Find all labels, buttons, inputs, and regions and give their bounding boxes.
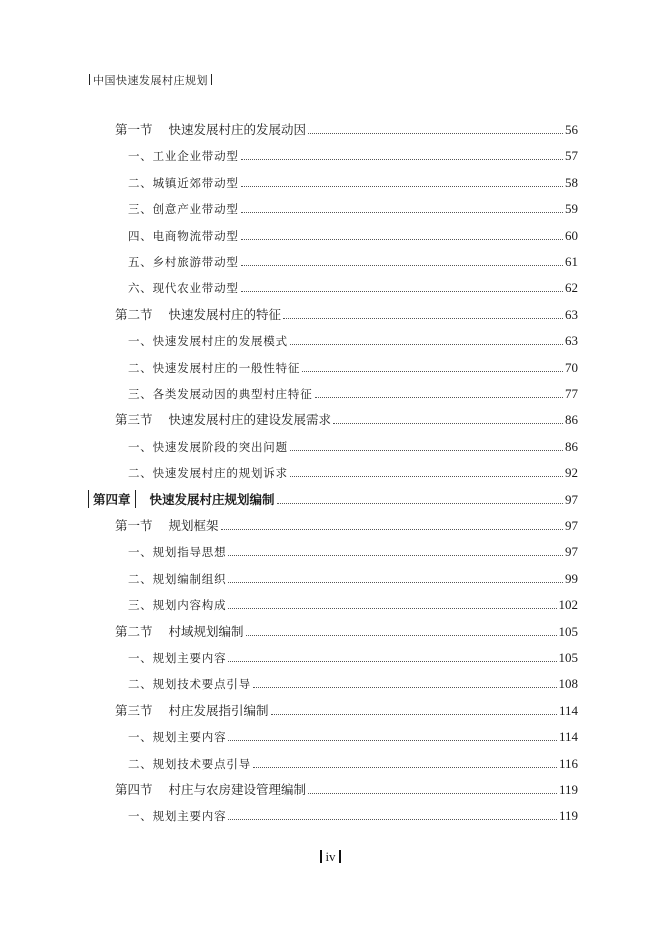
toc-entry-text: 二、规划技术要点引导 bbox=[128, 677, 251, 692]
toc-entry-item bbox=[128, 540, 578, 560]
toc-entry-text: 五、乡村旅游带动型 bbox=[128, 255, 239, 269]
folio-bar-right bbox=[339, 850, 341, 863]
toc-page-number: 70 bbox=[565, 359, 578, 375]
toc-entry-section bbox=[115, 118, 578, 138]
toc-entry-item bbox=[128, 567, 578, 587]
toc-page-number: 58 bbox=[565, 174, 578, 190]
toc-entry-title bbox=[128, 676, 251, 692]
dot-leader bbox=[290, 449, 563, 451]
dot-leader bbox=[241, 290, 563, 292]
dot-leader bbox=[333, 422, 563, 424]
toc-entry-section bbox=[115, 514, 578, 534]
toc-entry-item bbox=[128, 672, 578, 692]
toc-entry-title bbox=[115, 701, 269, 719]
toc-entry-item bbox=[128, 144, 578, 164]
toc-entry-text: 村庄与农房建设管理编制 bbox=[168, 782, 307, 797]
dot-leader bbox=[253, 766, 557, 768]
toc-entry-item bbox=[128, 804, 578, 824]
toc-page-number: 97 bbox=[565, 491, 578, 507]
toc-entry-section bbox=[115, 699, 578, 719]
toc-page-number: 62 bbox=[565, 280, 578, 296]
dot-leader bbox=[241, 264, 563, 266]
toc-entry-title bbox=[128, 729, 226, 745]
toc-entry-title bbox=[128, 597, 226, 613]
dot-leader bbox=[308, 792, 557, 794]
toc-entry-text: 一、规划主要内容 bbox=[128, 730, 227, 745]
toc-entry-text: 二、快速发展村庄的规划诉求 bbox=[128, 466, 288, 481]
running-head-bar-left bbox=[89, 74, 90, 85]
toc-entry-text: 村庄发展指引编制 bbox=[168, 702, 269, 718]
toc-page-number: 60 bbox=[565, 227, 578, 243]
toc-entry-section bbox=[115, 778, 578, 798]
toc-entry-title bbox=[128, 465, 288, 481]
toc-entry-text: 一、快速发展村庄的发展模式 bbox=[128, 334, 288, 349]
toc-entry-text: 一、规划主要内容 bbox=[128, 809, 227, 824]
toc-entry-text: 快速发展村庄的建设发展需求 bbox=[168, 412, 332, 428]
dot-leader bbox=[221, 528, 563, 530]
toc-entry-item bbox=[128, 725, 578, 745]
running-head-bar-right bbox=[211, 74, 212, 85]
toc-page-number: 61 bbox=[565, 254, 578, 269]
running-head bbox=[86, 72, 215, 88]
toc-entry-text: 四、电商物流带动型 bbox=[128, 228, 239, 243]
toc-entry-title bbox=[115, 516, 219, 534]
toc-entry-title bbox=[128, 175, 239, 191]
toc-entry-item bbox=[128, 593, 578, 613]
toc-page-number: 114 bbox=[558, 729, 578, 745]
toc-entry-title bbox=[128, 148, 239, 164]
toc-entry-title bbox=[115, 120, 306, 138]
toc-page-number: 57 bbox=[565, 148, 578, 164]
toc-entry-title bbox=[128, 808, 226, 824]
toc-entry-text: 快速发展村庄的特征 bbox=[168, 306, 282, 322]
page-folio bbox=[0, 849, 661, 865]
dot-leader bbox=[228, 739, 557, 741]
toc-entry-text: 快速发展村庄规划编制 bbox=[149, 491, 275, 507]
dot-leader bbox=[241, 158, 563, 160]
dot-leader bbox=[253, 686, 557, 688]
toc-page-number: 59 bbox=[565, 201, 578, 217]
toc-page-number: 102 bbox=[558, 597, 578, 613]
toc-entry-item bbox=[128, 224, 578, 244]
running-head-text: 中国快速发展村庄规划 bbox=[93, 74, 208, 87]
toc-page-number: 99 bbox=[565, 570, 578, 586]
toc-page-number: 114 bbox=[558, 702, 578, 718]
toc-entry-title bbox=[115, 780, 306, 798]
toc-page-number: 77 bbox=[565, 386, 578, 401]
toc-entry-text: 三、各类发展动因的典型村庄特征 bbox=[128, 387, 313, 401]
dot-leader bbox=[228, 660, 556, 662]
toc-entry-title bbox=[128, 650, 226, 666]
toc-entry-title bbox=[115, 622, 244, 640]
toc-entry-text: 二、城镇近郊带动型 bbox=[128, 175, 239, 190]
toc-entry-text: 一、快速发展阶段的突出问题 bbox=[128, 439, 288, 454]
toc-page-number: 86 bbox=[565, 438, 578, 454]
toc-entry-section bbox=[115, 303, 578, 323]
toc-page-number: 97 bbox=[565, 518, 578, 533]
toc-page-number: 86 bbox=[565, 412, 578, 428]
toc-entry-title bbox=[115, 410, 331, 428]
toc-entry-title bbox=[128, 254, 239, 270]
dot-leader bbox=[228, 581, 563, 583]
toc-entry-chapter bbox=[88, 488, 578, 508]
dot-leader bbox=[271, 713, 557, 715]
toc-entry-text: 六、现代农业带动型 bbox=[128, 281, 239, 296]
section-label: 第三节 bbox=[115, 412, 153, 428]
toc-page-number: 56 bbox=[565, 122, 578, 137]
toc-entry-text: 规划框架 bbox=[168, 518, 219, 533]
toc-page-number: 63 bbox=[565, 333, 578, 349]
dot-leader bbox=[283, 317, 563, 319]
toc-entry-section bbox=[115, 408, 578, 428]
dot-leader bbox=[277, 502, 563, 504]
toc-entry-section bbox=[115, 620, 578, 640]
section-label: 第二节 bbox=[115, 623, 153, 639]
toc-entry-text: 村域规划编制 bbox=[168, 623, 244, 639]
toc-page-number: 63 bbox=[565, 306, 578, 322]
toc-entry-text: 三、创意产业带动型 bbox=[128, 202, 239, 217]
toc-page-number: 97 bbox=[565, 544, 578, 560]
toc-entry-title bbox=[128, 360, 300, 376]
toc-entry-item bbox=[128, 171, 578, 191]
toc-entry-text: 二、规划编制组织 bbox=[128, 571, 227, 586]
toc-page-number: 92 bbox=[565, 465, 578, 481]
dot-leader bbox=[308, 132, 563, 134]
toc-entry-title bbox=[115, 305, 281, 323]
dot-leader bbox=[241, 185, 563, 187]
toc-entry-item bbox=[128, 276, 578, 296]
toc-entry-text: 一、工业企业带动型 bbox=[128, 149, 239, 164]
toc-entry-item bbox=[128, 752, 578, 772]
toc-entry-title bbox=[88, 490, 275, 508]
toc-entry-item bbox=[128, 646, 578, 666]
toc-entry-title bbox=[128, 228, 239, 244]
toc-entry-item bbox=[128, 197, 578, 217]
section-label: 第一节 bbox=[115, 122, 153, 137]
toc-entry-title bbox=[128, 571, 226, 587]
toc-page-number: 119 bbox=[558, 808, 578, 824]
toc-page-number: 105 bbox=[558, 623, 578, 639]
toc-entry-item bbox=[128, 435, 578, 455]
section-label: 第三节 bbox=[115, 702, 153, 718]
toc-entry-title bbox=[128, 333, 288, 349]
toc-entry-item bbox=[128, 382, 578, 402]
dot-leader bbox=[228, 818, 557, 820]
dot-leader bbox=[241, 238, 563, 240]
toc-entry-item bbox=[128, 461, 578, 481]
toc-entry-text: 三、规划内容构成 bbox=[128, 598, 227, 613]
toc-entry-title bbox=[128, 280, 239, 296]
toc-page-number: 116 bbox=[558, 755, 578, 771]
toc-entry-text: 二、规划技术要点引导 bbox=[128, 756, 251, 771]
toc-entry-item bbox=[128, 250, 578, 270]
folio-bar-left bbox=[320, 850, 322, 863]
dot-leader bbox=[302, 370, 563, 372]
section-label: 第二节 bbox=[115, 306, 153, 322]
folio-number: iv bbox=[325, 849, 336, 864]
section-label: 第一节 bbox=[115, 518, 153, 533]
dot-leader bbox=[228, 554, 563, 556]
toc-entry-item bbox=[128, 329, 578, 349]
toc-entry-text: 快速发展村庄的发展动因 bbox=[168, 122, 307, 137]
toc-entry-title bbox=[128, 386, 313, 402]
toc-entry-text: 一、规划指导思想 bbox=[128, 545, 227, 560]
dot-leader bbox=[241, 211, 563, 213]
dot-leader bbox=[228, 607, 556, 609]
toc-page-number: 108 bbox=[558, 676, 578, 692]
toc-page-number: 119 bbox=[558, 782, 578, 797]
dot-leader bbox=[246, 634, 557, 636]
dot-leader bbox=[290, 343, 563, 345]
toc-entry-text: 一、规划主要内容 bbox=[128, 651, 227, 665]
dot-leader bbox=[315, 396, 564, 398]
chapter-label: 第四章 bbox=[88, 490, 136, 508]
toc-entry-text: 二、快速发展村庄的一般性特征 bbox=[128, 360, 301, 375]
toc-entry-item bbox=[128, 356, 578, 376]
dot-leader bbox=[290, 475, 563, 477]
toc-entry-title bbox=[128, 756, 251, 772]
toc-entry-title bbox=[128, 439, 288, 455]
section-label: 第四节 bbox=[115, 782, 153, 797]
toc-entry-title bbox=[128, 544, 226, 560]
toc-entry-title bbox=[128, 201, 239, 217]
toc-page-number: 105 bbox=[558, 650, 578, 665]
